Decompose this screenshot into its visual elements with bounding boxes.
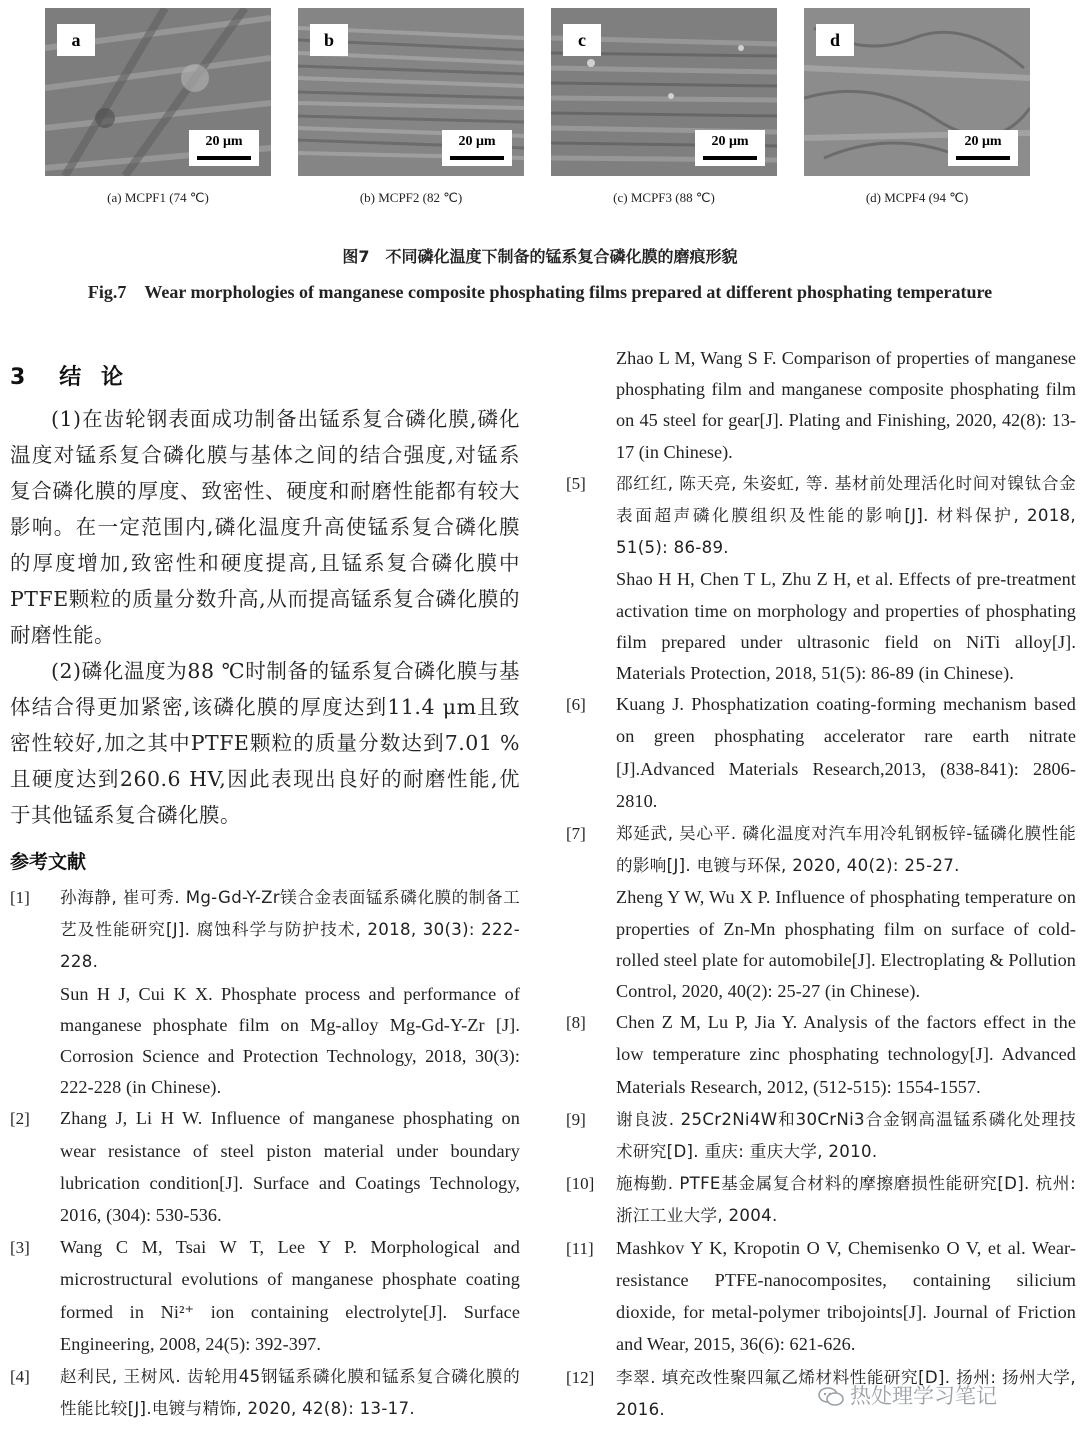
panel-label: b [310, 24, 348, 56]
reference-number: [11] [566, 1238, 594, 1258]
reference-number: [4] [10, 1367, 30, 1387]
reference-number: [7] [566, 824, 586, 844]
sem-image-a [45, 8, 271, 176]
reference-text-en: Zheng Y W, Wu X P. Influence of phosphating temperature on properties of Zn-Mn phosphating film on surface of cold-rolled steel plate for automobile[J]. Electroplating & Pollution Control, 2020, 40(2): 25-27 (in Chinese). [616, 887, 1076, 1002]
reference-text-cn: 赵利民, 王树风. 齿轮用45钢锰系磷化膜和锰系复合磷化膜的性能比较[J].电镀与精饰, 2020, 42(8): 13-17. [60, 1367, 520, 1419]
reference-text-cn: 邵红红, 陈天亮, 朱姿虹, 等. 基材前处理活化时间对镍钛合金表面超声磷化膜组织及性能的影响[J]. 材料保护, 2018, 51(5): 86-89. [616, 473, 1076, 558]
reference-text-en: Kuang J. Phosphatization coating-forming mechanism based on green phosphating accelerator rare earth nitrate [J].Advanced Materials Research,2013, (838-841): 2806-2810. [616, 694, 1076, 811]
reference-item [10, 1103, 520, 1232]
scale-bar [695, 130, 765, 166]
sem-image-c [551, 8, 777, 176]
watermark [818, 1380, 1073, 1412]
figure-caption-en: Fig.7 Wear morphologies of manganese composite phosphating films prepared at different phosphating temperature [87, 282, 993, 302]
reference-number: [5] [566, 473, 586, 493]
panel-label: d [816, 24, 854, 56]
right-column [566, 343, 1076, 1426]
section-heading: 3 结 论 [10, 365, 129, 390]
wechat-icon [818, 1386, 844, 1408]
reference-text-en: Mashkov Y K, Kropotin O V, Chemisenko O V, et al. Wear-resistance PTFE-nanocomposites, containing silicium dioxide, for metal-polymer tribojoints[J]. Journal of Friction and Wear, 2015, 36(6): 621-626. [616, 1237, 1076, 1355]
reference-text-en: Sun H J, Cui K X. Phosphate process and performance of manganese phosphate film on Mg-alloy Mg-Gd-Y-Zr [J]. Corrosion Science and Protection Technology, 2018, 30(3): 222-228 (in Chinese). [60, 983, 520, 1098]
reference-number: [3] [10, 1238, 30, 1258]
sem-image-d [804, 8, 1030, 176]
scale-text: 20 μm [458, 134, 496, 149]
reference-item [566, 468, 1076, 689]
reference-text-en: Zhang J, Li H W. Influence of manganese phosphating on wear resistance of steel piston material under boundary lubrication condition[J]. Surface and Coatings Technology, 2016, (304): 530-536. [60, 1108, 520, 1226]
reference-item [566, 1007, 1076, 1104]
reference-continuation: Zhao L M, Wang S F. Comparison of properties of manganese phosphating film and manganese composite phosphating film on 45 steel for gear[J]. Plating and Finishing, 2020, 42(8): 13-17 (in Chinese). [616, 348, 1076, 462]
scale-text: 20 μm [205, 134, 243, 149]
figure-caption-cn: 图7 不同磷化温度下制备的锰系复合磷化膜的磨痕形貌 [342, 247, 738, 266]
reference-text-cn: 孙海静, 崔可秀. Mg-Gd-Y-Zr镁合金表面锰系磷化膜的制备工艺及性能研究[J]. 腐蚀科学与防护技术, 2018, 30(3): 222-228. [60, 888, 520, 972]
reference-number: [1] [10, 888, 30, 907]
panel-caption-c: (c) MCPF3 (88 ℃) [613, 190, 715, 205]
reference-item [566, 818, 1076, 1007]
reference-text-cn: 施梅勤. PTFE基金属复合材料的摩擦磨损性能研究[D]. 杭州: 浙江工业大学, 2004. [616, 1174, 1076, 1226]
reference-item [10, 1361, 520, 1425]
scale-bar [189, 130, 259, 166]
reference-number: [12] [566, 1367, 595, 1387]
conclusion-paragraph-2: (2)磷化温度为88 ℃时制备的锰系复合磷化膜与基体结合得更加紧密,该磷化膜的厚度达到11.4 μm且致密性较好,加之其中PTFE颗粒的质量分数达到7.01 %且硬度达到260.6 HV,因此表现出良好的耐磨性能,优于其他锰系复合磷化膜。 [10, 659, 520, 827]
sem-image-b [298, 8, 524, 176]
reference-number: [6] [566, 695, 586, 715]
panel-caption-a: (a) MCPF1 (74 ℃) [107, 190, 209, 205]
reference-text-cn: 郑延武, 吴心平. 磷化温度对汽车用冷轧钢板锌-锰磷化膜性能的影响[J]. 电镀与环保, 2020, 40(2): 25-27. [616, 824, 1076, 876]
conclusion-paragraph-1: (1)在齿轮钢表面成功制备出锰系复合磷化膜,磷化温度对锰系复合磷化膜与基体之间的结合强度,对锰系复合磷化膜的厚度、致密性、硬度和耐磨性能都有较大影响。在一定范围内,磷化温度升高使锰系复合磷化膜的厚度增加,致密性和硬度提高,且锰系复合磷化膜中PTFE颗粒的质量分数升高,从而提高锰系复合磷化膜的耐磨性能。 [10, 407, 520, 647]
reference-item [566, 1168, 1076, 1232]
reference-number: [8] [566, 1013, 586, 1033]
left-column [10, 360, 520, 1425]
scale-bar [948, 130, 1018, 166]
reference-item [566, 1233, 1076, 1362]
panel-caption-b: (b) MCPF2 (82 ℃) [359, 190, 463, 205]
scale-bar [442, 130, 512, 166]
reference-text-cn: 谢良波. 25Cr2Ni4W和30CrNi3合金钢高温锰系磷化处理技术研究[D]. 重庆: 重庆大学, 2010. [616, 1109, 1076, 1162]
reference-number: [9] [566, 1109, 586, 1129]
watermark-text: 热处理学习笔记 [850, 1384, 997, 1408]
reference-item [10, 1232, 520, 1361]
reference-item [566, 1104, 1076, 1168]
reference-item [566, 689, 1076, 818]
reference-text-cn: 李翠. 填充改性聚四氟乙烯材料性能研究[D]. 扬州: 扬州大学, 2016. [616, 1367, 1076, 1419]
reference-text-en: Shao H H, Chen T L, Zhu Z H, et al. Effects of pre-treatment activation time on morphology and properties of phosphating film prepared under ultrasonic field on NiTi alloy[J]. Materials Protection, 2018, 51(5): 86-89 (in Chinese). [616, 569, 1076, 684]
scale-text: 20 μm [711, 134, 749, 149]
reference-number: [10] [566, 1174, 595, 1194]
panel-label: c [563, 24, 601, 56]
scale-text: 20 μm [964, 134, 1002, 149]
reference-text-en: Chen Z M, Lu P, Jia Y. Analysis of the factors effect in the low temperature zinc phosphating technology[J]. Advanced Materials Research, 2012, (512-515): 1554-1557. [616, 1012, 1076, 1097]
figure-7 [0, 0, 1080, 215]
reference-text-en: Wang C M, Tsai W T, Lee Y P. Morphological and microstructural evolutions of manganese phosphate coating formed in Ni²⁺ ion containing electrolyte[J]. Surface Engineering, 2008, 24(5): 392-397. [60, 1237, 520, 1354]
reference-item [10, 882, 520, 1103]
panel-label: a [57, 24, 95, 56]
panel-caption-d: (d) MCPF4 (94 ℃) [865, 190, 969, 205]
references-heading: 参考文献 [10, 851, 87, 873]
reference-number: [2] [10, 1109, 30, 1129]
